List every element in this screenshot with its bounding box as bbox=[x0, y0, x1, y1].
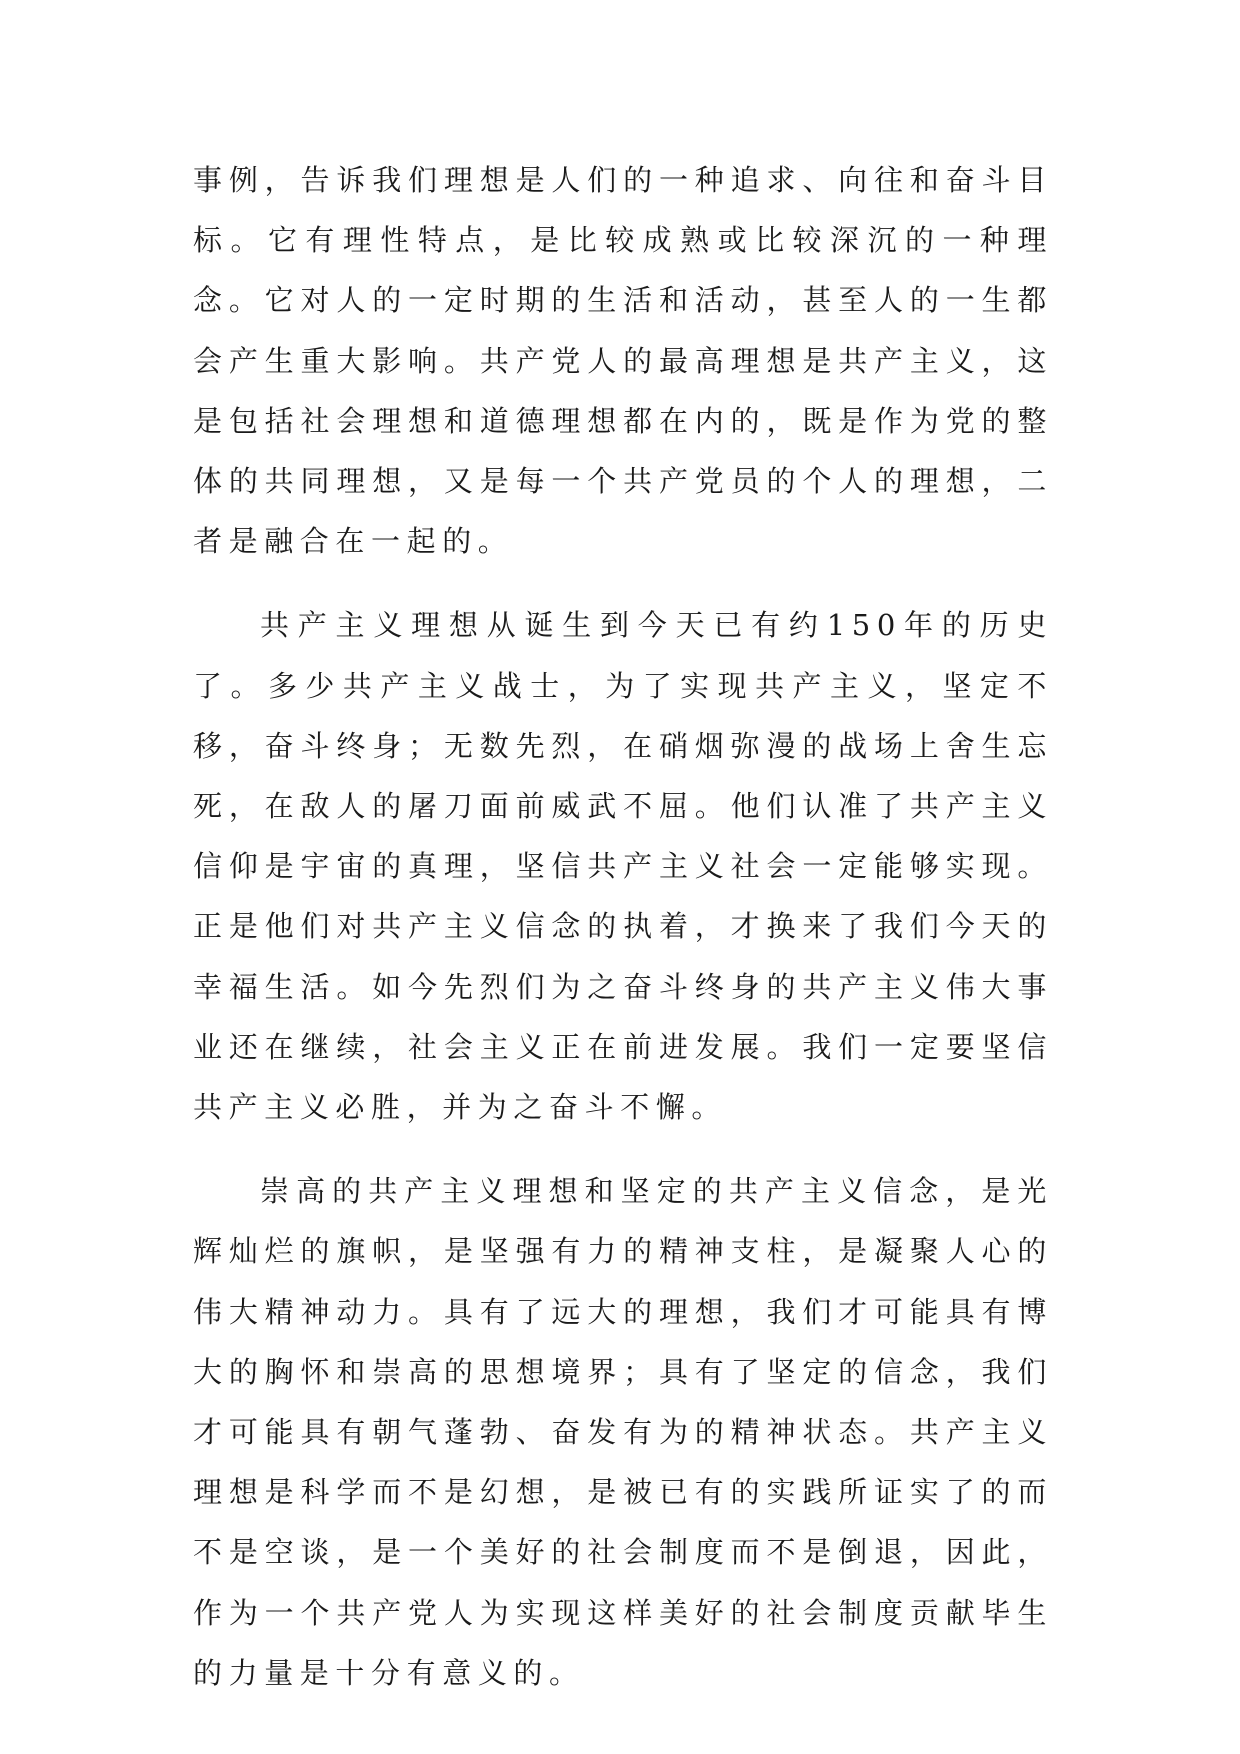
paragraph-communist-ideal-history: 共产主义理想从诞生到今天已有约150年的历史了。多少共产主义战士，为了实现共产主义，坚定不移，奋斗终身；无数先烈，在硝烟弥漫的战场上舍生忘死，在敌人的屠刀面前威武不屈。他们认准了共产主义信仰是宇宙的真理，坚信共产主义社会一定能够实现。正是他们对共产主义信念的执着，才换来了我们今天的幸福生活。如今先烈们为之奋斗终身的共产主义伟大事业还在继续，社会主义正在前进发展。我们一定要坚信共产主义必胜，并为之奋斗不懈。 bbox=[193, 608, 1053, 1125]
paragraph-lofty-ideal-and-belief: 崇高的共产主义理想和坚定的共产主义信念，是光辉灿烂的旗帜，是坚强有力的精神支柱，是凝聚人心的伟大精神动力。具有了远大的理想，我们才可能具有博大的胸怀和崇高的思想境界；具有了坚定的信念，我们才可能具有朝气蓬勃、奋发有为的精神状态。共产主义理想是科学而不是幻想，是被已有的实践所证实了的而不是空谈，是一个美好的社会制度而不是倒退，因此，作为一个共产党人为实现这样美好的社会制度贡献毕生的力量是十分有意义的。 bbox=[193, 1174, 1053, 1690]
document-body bbox=[193, 150, 1053, 1727]
paragraph-continuation: 事例，告诉我们理想是人们的一种追求、向往和奋斗目标。它有理性特点，是比较成熟或比较深沉的一种理念。它对人的一定时期的生活和活动，甚至人的一生都会产生重大影响。共产党人的最高理想是共产主义，这是包括社会理想和道德理想都在内的，既是作为党的整体的共同理想，又是每一个共产党员的个人的理想，二者是融合在一起的。 bbox=[193, 163, 1053, 559]
